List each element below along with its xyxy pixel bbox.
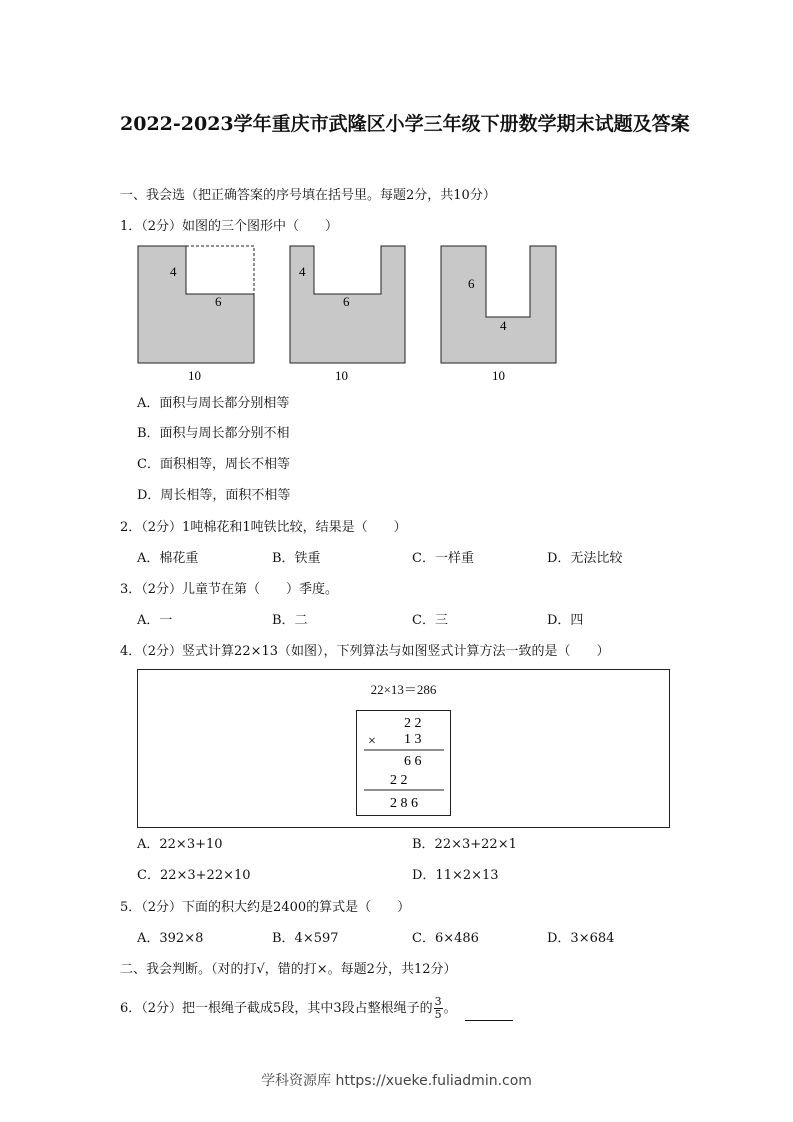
question-3-stem: 3．（2分）儿童节在第（ ）季度。	[120, 582, 339, 597]
vcalc-times-sign: ×	[368, 734, 376, 749]
q4-option-b[interactable]: B．22×3+22×1	[412, 837, 517, 852]
q4-vertical-calc	[356, 710, 452, 818]
figure-2-mid-label: 6	[343, 294, 350, 309]
figure-3-mid-label: 4	[500, 318, 507, 333]
q1-option-b[interactable]: B．面积与周长都分别不相	[137, 426, 290, 441]
answer-blank[interactable]	[465, 1006, 513, 1021]
q1-option-d[interactable]: D．周长相等，面积不相等	[137, 488, 291, 503]
footer-watermark: 学科资源库 https://xueke.fuliadmin.com	[261, 1073, 532, 1089]
figure-3-bottom-label: 10	[492, 368, 505, 383]
question-6-stem: 6．（2分）把一根绳子截成5段，其中3段占整根绳子的	[120, 1001, 433, 1016]
figure-3-left-label: 6	[468, 276, 475, 291]
figure-1-bottom-label: 10	[188, 368, 201, 383]
q5-option-a[interactable]: A．392×8	[137, 931, 204, 946]
q2-option-b[interactable]: B．铁重	[272, 551, 321, 566]
vcalc-row2: 1 3	[404, 732, 422, 747]
q3-option-c[interactable]: C．三	[412, 613, 448, 628]
question-1-figures	[130, 240, 570, 390]
section-1-heading: 一、我会选（把正确答案的序号填在括号里。每题2分，共10分）	[120, 188, 496, 203]
q4-option-d[interactable]: D．11×2×13	[412, 868, 499, 883]
q3-option-a[interactable]: A．一	[137, 613, 173, 628]
q2-option-a[interactable]: A．棉花重	[137, 551, 199, 566]
question-6	[120, 996, 513, 1021]
figure-2	[290, 246, 405, 383]
q3-option-d[interactable]: D．四	[547, 613, 584, 628]
figure-1-left-label: 4	[170, 264, 177, 279]
q4-figure-box	[137, 669, 670, 828]
page-title: 2022-2023学年重庆市武隆区小学三年级下册数学期末试题及答案	[120, 113, 690, 135]
vcalc-row4: 2 2	[390, 773, 408, 788]
figure-3	[441, 246, 556, 383]
q1-option-c[interactable]: C．面积相等，周长不相等	[137, 457, 290, 472]
figure-1	[138, 246, 254, 383]
q5-option-c[interactable]: C．6×486	[412, 931, 479, 946]
fraction-denominator: 5	[434, 1008, 442, 1021]
question-1-stem: 1．（2分）如图的三个图形中（ ）	[120, 219, 339, 234]
section-2-heading: 二、我会判断。（对的打√，错的打×。每题2分，共12分）	[120, 962, 457, 977]
q2-option-d[interactable]: D．无法比较	[547, 551, 623, 566]
q4-option-c[interactable]: C．22×3+22×10	[137, 868, 251, 883]
fraction-numerator: 3	[434, 995, 442, 1008]
q4-option-a[interactable]: A．22×3+10	[137, 837, 223, 852]
figure-2-bottom-label: 10	[335, 368, 348, 383]
q1-option-a[interactable]: A．面积与周长都分别相等	[137, 396, 290, 411]
question-6-tail: 。	[443, 1001, 457, 1016]
fraction-3-5	[434, 996, 443, 1021]
question-4-stem: 4．（2分）竖式计算22×13（如图），下列算法与如图竖式计算方法一致的是（ ）	[120, 644, 610, 659]
q5-option-b[interactable]: B．4×597	[272, 931, 339, 946]
vcalc-row3: 6 6	[404, 754, 422, 769]
figure-2-left-label: 4	[299, 264, 306, 279]
q3-option-b[interactable]: B．二	[272, 613, 308, 628]
vcalc-row5: 2 8 6	[390, 796, 418, 811]
figure-1-mid-label: 6	[215, 294, 222, 309]
question-5-stem: 5．（2分）下面的积大约是2400的算式是（ ）	[120, 900, 411, 915]
q4-equation: 22×13＝286	[370, 682, 437, 697]
vcalc-row1: 2 2	[404, 716, 422, 731]
q5-option-d[interactable]: D．3×684	[547, 931, 615, 946]
q2-option-c[interactable]: C．一样重	[412, 551, 474, 566]
question-2-stem: 2．（2分）1吨棉花和1吨铁比较，结果是（ ）	[120, 520, 407, 535]
